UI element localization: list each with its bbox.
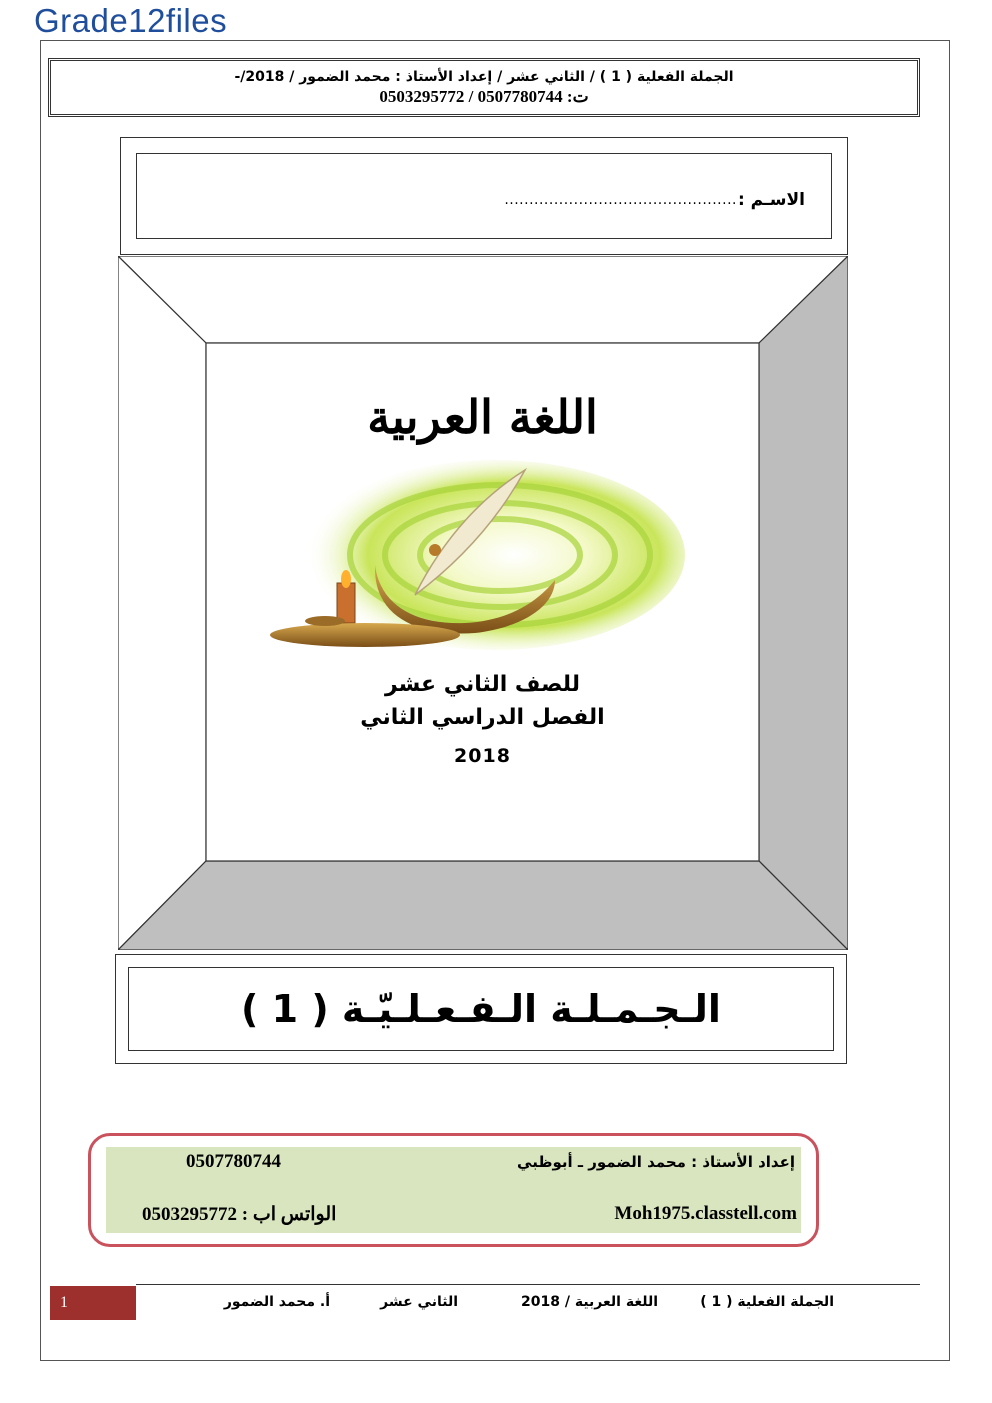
cover-year: 2018 — [454, 745, 511, 767]
header-phones: ت: 0507780744 / 0503295772 — [379, 86, 589, 106]
header-line1: الجملة الفعلية ( 1 ) / الثاني عشر / إعداد الأستاذ : محمد الضمور / 2018/- — [234, 68, 734, 85]
cover-title: اللغة العربية — [367, 390, 598, 444]
name-label: الاسـم : — [737, 190, 805, 210]
watermark: Grade12files — [34, 2, 228, 39]
footer-teacher: أ. محمد الضمور — [223, 1294, 330, 1310]
emblem-quill-candle-icon — [255, 455, 685, 660]
whatsapp-number: الواتس اب : 0503295772 — [142, 1204, 337, 1225]
prepared-by: إعداد الأستاذ : محمد الضمور ـ أبوظبي — [517, 1153, 795, 1171]
footer-lesson: الجملة الفعلية ( 1 ) — [700, 1294, 834, 1310]
header-box — [48, 58, 920, 117]
name-field[interactable] — [136, 153, 832, 239]
footer-grade: الثاني عشر — [380, 1294, 458, 1310]
chapter-title-box — [128, 967, 834, 1051]
cover-grade: للصف الثاني عشر — [384, 672, 581, 697]
footer-subject: اللغة العربية / 2018 — [521, 1294, 658, 1310]
website-link[interactable]: Moh1975.classtell.com — [614, 1203, 797, 1224]
contact-phone: 0507780744 — [186, 1151, 281, 1172]
cover-semester: الفصل الدراسي الثاني — [360, 705, 605, 730]
contact-panel — [106, 1147, 801, 1233]
name-dots: ............................................... — [504, 192, 737, 208]
page-number: 1 — [50, 1286, 136, 1320]
footer-rule — [136, 1284, 920, 1285]
chapter-title: الـجـمـلـة الـفـعـلـيّـة ( 1 ) — [241, 987, 721, 1031]
